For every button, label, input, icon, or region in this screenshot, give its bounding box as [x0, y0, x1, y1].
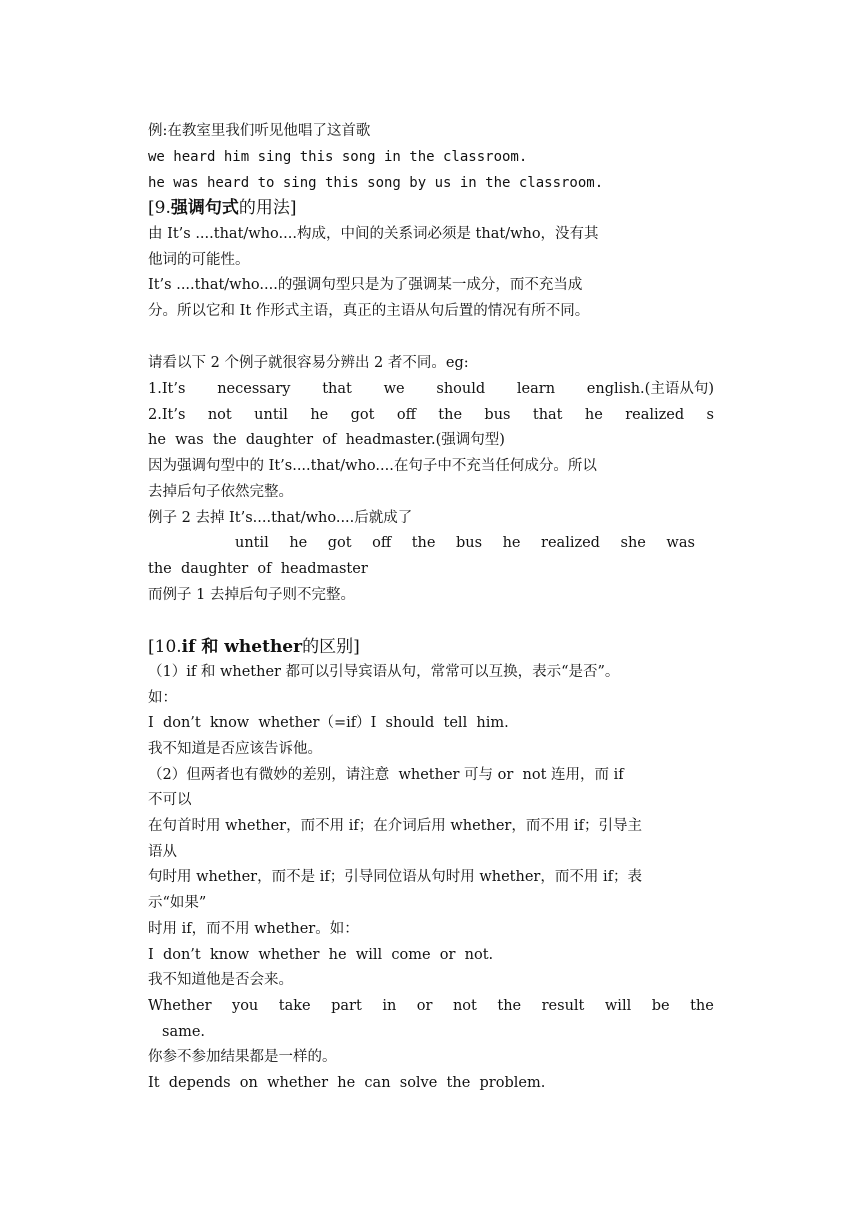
section-10-line-4: 我不知道是否应该告诉他。 — [148, 741, 322, 757]
word: off — [372, 535, 392, 551]
word: take — [278, 998, 311, 1014]
word: the — [497, 998, 522, 1014]
section-10-line-6: 不可以 — [148, 792, 192, 808]
paragraph-4-line-2: 去掉后句子依然完整。 — [148, 484, 293, 500]
paragraph-1-line-1: 由 It’s ....that/who....构成，中间的关系词必须是 that/who，没有其 — [148, 226, 599, 242]
word: realized — [541, 535, 600, 551]
section-10-rest: 的区别] — [302, 637, 360, 657]
word: he — [310, 407, 329, 423]
section-10-line-5: （2）但两者也有微妙的差别，请注意 whether 可与 or not 连用，而 if — [148, 767, 624, 783]
word: not — [207, 407, 232, 423]
word: learn — [516, 381, 556, 397]
example-2-line-1 — [148, 404, 714, 426]
paragraph-4-line-1: 因为强调句型中的 It’s....that/who....在句子中不充当任何成分。所以 — [148, 458, 597, 474]
example-2-line-2: he was the daughter of headmaster.(强调句型) — [148, 432, 505, 448]
word: was — [666, 535, 695, 551]
section-9-bold: 强调句式 — [170, 198, 239, 218]
word: you — [232, 998, 259, 1014]
word: will — [604, 998, 632, 1014]
word: Whether — [148, 998, 212, 1014]
section-10-line-10: 示“如果” — [148, 895, 207, 911]
word: got — [327, 535, 352, 551]
word: until — [254, 407, 288, 423]
word: the — [438, 407, 463, 423]
section-9-heading — [148, 197, 714, 219]
section-10-line-1: （1）if 和 whether 都可以引导宾语从句，常常可以互换，表示“是否”。 — [148, 664, 620, 680]
section-10-line-17: It depends on whether he can solve the problem. — [148, 1075, 546, 1091]
section-9-rest: 的用法] — [238, 198, 297, 218]
section-10-line-7: 在句首时用 whether，而不用 if；在介词后用 whether，而不用 if；引导主 — [148, 818, 642, 834]
word: got — [350, 407, 375, 423]
word: or — [416, 998, 433, 1014]
word: 2.It’s — [148, 407, 186, 423]
section-10-line-3: I don’t know whether（=if）I should tell him. — [148, 715, 509, 731]
section-10-line-12: I don’t know whether he will come or not. — [148, 947, 494, 963]
word: not — [452, 998, 477, 1014]
word: 1.It’s — [148, 381, 186, 397]
word: realized — [625, 407, 685, 423]
paragraph-6: 而例子 1 去掉后句子则不完整。 — [148, 587, 355, 603]
section-10-heading — [148, 636, 714, 658]
section-10-line-13: 我不知道他是否会来。 — [148, 972, 293, 988]
example-1 — [148, 378, 714, 400]
word: until — [235, 535, 269, 551]
paragraph-5: 例子 2 去掉 It’s....that/who....后就成了 — [148, 510, 413, 526]
word: part — [331, 998, 362, 1014]
word: we — [383, 381, 405, 397]
example-label: 例:在教室里我们听见他唱了这首歌 — [148, 123, 371, 139]
word: s — [706, 407, 714, 423]
section-10-line-14 — [148, 995, 714, 1017]
word: off — [396, 407, 416, 423]
section-10-line-16: 你参不参加结果都是一样的。 — [148, 1049, 337, 1065]
word: english.(主语从句) — [586, 381, 714, 397]
word: the — [690, 998, 714, 1014]
section-10-line-11: 时用 if，而不用 whether。如： — [148, 921, 359, 937]
word: bus — [484, 407, 511, 423]
section-9-open: [9. — [148, 198, 171, 218]
example-english-1: we heard him sing this song in the classroom. — [148, 149, 528, 165]
section-10-line-8: 语从 — [148, 844, 177, 860]
word: she — [620, 535, 646, 551]
word: that — [322, 381, 352, 397]
section-10-line-2: 如： — [148, 690, 177, 706]
word: bus — [455, 535, 483, 551]
paragraph-3: 请看以下 2 个例子就很容易分辨出 2 者不同。eg: — [148, 355, 469, 371]
section-10-bold: if 和 whether — [181, 637, 303, 657]
section-10-line-9: 句时用 whether，而不是 if；引导同位语从句时用 whether，而不用 if；表 — [148, 869, 642, 885]
word: be — [651, 998, 670, 1014]
section-10-open: [10. — [148, 637, 182, 657]
word: should — [436, 381, 486, 397]
paragraph-2-line-2: 分。所以它和 It 作形式主语，真正的主语从句后置的情况有所不同。 — [148, 303, 590, 319]
paragraph-5-line-2 — [235, 532, 695, 554]
example-english-2: he was heard to sing this song by us in the classroom. — [148, 175, 604, 191]
word: he — [584, 407, 603, 423]
word: result — [541, 998, 585, 1014]
paragraph-2-line-1: It’s ....that/who....的强调句型只是为了强调某一成分，而不充当成 — [148, 277, 583, 293]
section-10-line-15: same. — [162, 1024, 206, 1040]
word: in — [382, 998, 397, 1014]
paragraph-5-line-3: the daughter of headmaster — [148, 561, 368, 577]
word: necessary — [217, 381, 291, 397]
word: that — [532, 407, 563, 423]
paragraph-1-line-2: 他词的可能性。 — [148, 252, 250, 268]
word: he — [289, 535, 308, 551]
word: the — [411, 535, 436, 551]
word: he — [502, 535, 521, 551]
